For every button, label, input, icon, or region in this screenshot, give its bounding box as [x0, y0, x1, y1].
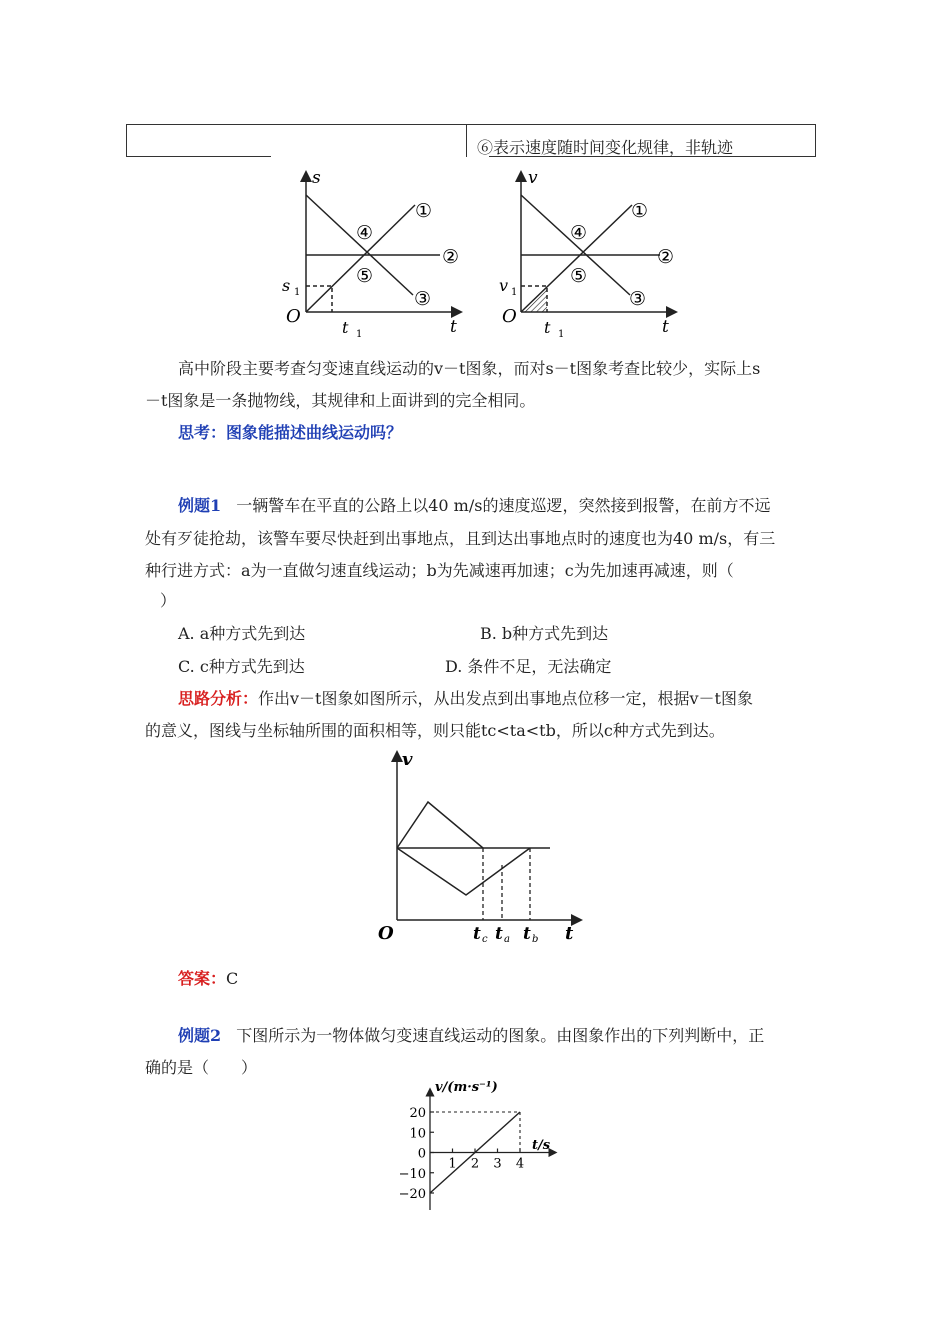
- ex1-line1: [178, 495, 770, 517]
- st-circle-5: ⑤: [356, 265, 374, 287]
- st-graph: [282, 168, 460, 340]
- vt-x-label: t: [662, 317, 669, 337]
- ex1-option-d: D. 条件不足，无法确定: [445, 657, 612, 676]
- ex2-xtick-label: 1: [448, 1156, 457, 1172]
- vt-v1-label: v: [499, 276, 509, 295]
- ex1-x-label: t: [565, 923, 574, 944]
- vt-circle-2: ②: [657, 246, 675, 268]
- table-fragment: [126, 124, 816, 157]
- ex1-line3: 种行进方式：a为一直做匀速直线运动；b为先减速再加速；c为先加速再减速，则（: [145, 561, 734, 580]
- st-s1-sub: 1: [294, 287, 301, 298]
- ex1-tb-sub: b: [532, 934, 539, 945]
- st-s1-label: s: [282, 276, 291, 295]
- ex1-vt-graph: [370, 745, 590, 945]
- ex2-xlabel: t/s: [532, 1138, 551, 1153]
- table-divider: [466, 125, 467, 157]
- ex1-ta-label: t: [495, 924, 503, 944]
- vt-origin: O: [502, 306, 517, 327]
- ex1-analysis-line2: 的意义，图线与坐标轴所围的面积相等，则只能tc<ta<tb，所以c种方式先到达。: [145, 721, 725, 740]
- ex1-tc-sub: c: [482, 934, 488, 945]
- ex1-text1: 一辆警车在平直的公路上以40 m/s的速度巡逻，突然接到报警，在前方不远: [236, 496, 771, 515]
- ex2-text1: 下图所示为一物体做匀变速直线运动的图象。由图象作出的下列判断中，正: [236, 1026, 765, 1045]
- ex1-option-a: A. a种方式先到达: [178, 624, 306, 643]
- vt-circle-4: ④: [570, 222, 588, 244]
- ex1-y-label: v: [402, 749, 413, 770]
- table-cell-right: ⑥表示速度随时间变化规律，非轨迹: [477, 138, 734, 157]
- vt-circle-3: ③: [629, 288, 647, 310]
- vt-t1-label: t: [544, 318, 551, 337]
- ex2-ylabel: v/(m·s⁻¹): [435, 1080, 498, 1095]
- ex1-analysis-text1: 作出v－t图象如图所示，从出发点到出事地点位移一定，根据v－t图象: [258, 689, 753, 708]
- ex1-analysis-line1: [178, 688, 753, 710]
- vt-y-label: v: [528, 168, 538, 188]
- st-x-label: t: [450, 317, 457, 337]
- ex1-line-b: [397, 848, 530, 895]
- ex1-answer-value: C: [226, 969, 239, 988]
- ex1-origin: O: [378, 923, 394, 944]
- st-t1-sub: 1: [356, 329, 363, 340]
- para1-line2: －t图象是一条抛物线，其规律和上面讲到的完全相同。: [145, 391, 536, 410]
- table-bottom-left: [127, 156, 271, 157]
- vt-graph: [499, 168, 675, 340]
- ex1-answer-label: 答案：: [178, 969, 227, 988]
- vt-t1-sub: 1: [558, 329, 565, 340]
- ex2-ytick-label: 20: [409, 1106, 426, 1121]
- st-vt-graphs: [270, 165, 690, 345]
- ex1-option-b: B. b种方式先到达: [480, 624, 609, 643]
- st-y-label: s: [312, 168, 321, 188]
- ex2-xtick-label: 4: [515, 1156, 525, 1172]
- ex2-label: 例题2: [178, 1026, 222, 1045]
- para1-line1: 高中阶段主要考查匀变速直线运动的v－t图象，而对s－t图象考查比较少，实际上s: [178, 359, 761, 378]
- st-t1-label: t: [342, 318, 349, 337]
- ex2-ytick-label: 10: [409, 1126, 426, 1142]
- ex2-line2: 确的是（ ）: [145, 1058, 258, 1077]
- st-circle-4: ④: [356, 222, 374, 244]
- st-origin: O: [286, 306, 301, 327]
- ex1-line2: 处有歹徒抢劫，该警车要尽快赶到出事地点，且到达出事地点时的速度也为40 m/s，有三: [145, 529, 776, 548]
- ex1-line-c: [397, 802, 483, 848]
- ex2-ytick-label: 0: [417, 1146, 426, 1162]
- ex2-line1: [178, 1025, 764, 1047]
- st-circle-2: ②: [442, 246, 460, 268]
- ex1-tb-label: t: [523, 924, 531, 944]
- ex1-answer: [178, 968, 238, 990]
- ex2-ytick-label: −20: [398, 1187, 426, 1202]
- st-circle-1: ①: [415, 200, 433, 222]
- ex1-analysis-label: 思路分析：: [178, 689, 259, 708]
- ex1-label: 例题1: [178, 496, 222, 515]
- ex1-option-c: C. c种方式先到达: [178, 657, 305, 676]
- vt-circle-5: ⑤: [570, 265, 588, 287]
- st-circle-3: ③: [414, 288, 432, 310]
- think-question: 思考：图象能描述曲线运动吗？: [178, 423, 403, 442]
- ex2-xtick-label: 3: [493, 1156, 502, 1172]
- ex1-line4: ）: [160, 591, 177, 610]
- vt-v1-sub: 1: [511, 287, 518, 298]
- vt-circle-1: ①: [631, 200, 649, 222]
- ex2-dashed-guide: [430, 1112, 520, 1153]
- ex1-ta-sub: a: [504, 934, 510, 945]
- ex2-chart: [390, 1075, 570, 1220]
- ex2-ytick-label: −10: [398, 1166, 426, 1182]
- ex1-tc-label: t: [473, 924, 481, 944]
- ex2-xtick-label: 2: [470, 1156, 480, 1172]
